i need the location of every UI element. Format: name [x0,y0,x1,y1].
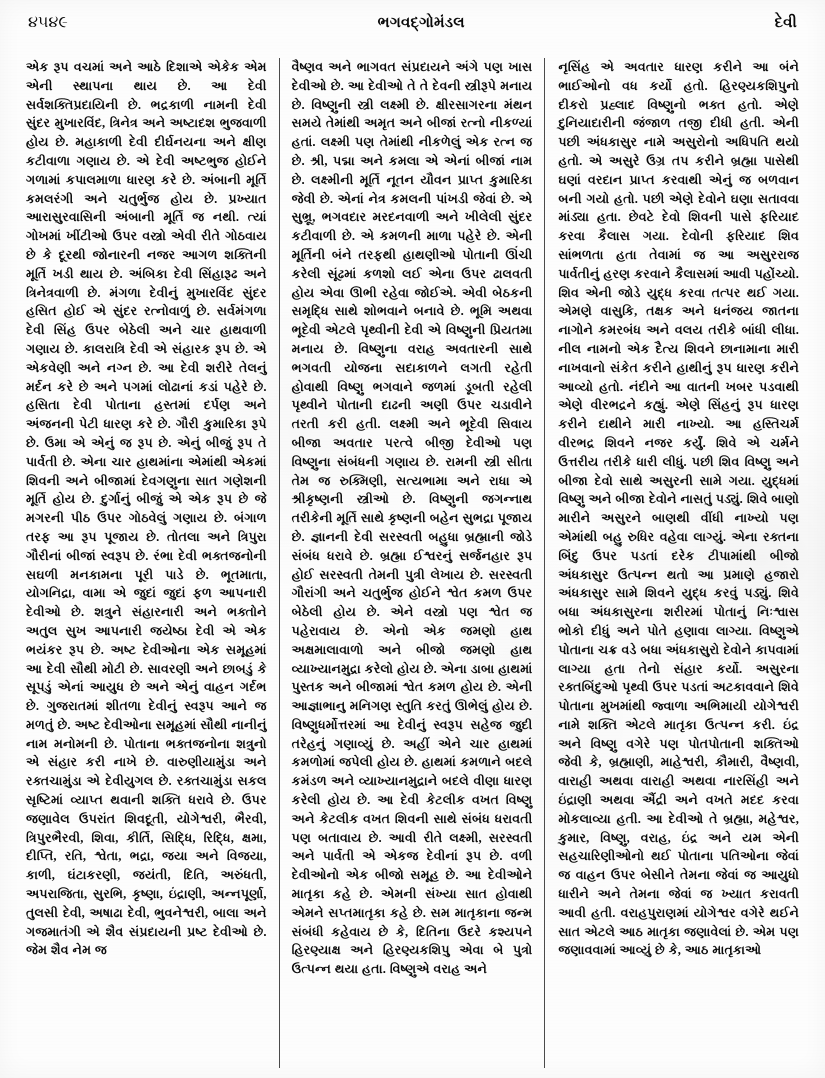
entry-word-heading: દેવી [774,15,797,31]
column-2 [280,58,545,1068]
page-folio-number: ૪૫૪૯ [28,14,68,31]
column-3-body-text: નૃસિંહ એ અવતાર ધારણ કરીને આ બંને ભાઈઓનો વધ કર્યો હતો. હિરણ્યકશિપુનો દીકરો પ્રહ્લાદ વિષ્ણુનો ભક્ત હતો. એણે દુનિયાદારીની જંજાળ તજી દીધી હતી. એની પછી અંધકાસુર નામે અસુરોનો અધિપતિ થયો હતો. એ અસુરે ઉગ્ર તપ કરીને બ્રહ્મા પાસેથી ઘણાં વરદાન પ્રાપ્ત કરવાથી એનું જ બળવાન બની ગયો હતો. પછી એણે દેવોને ઘણા સતાવવા માંડ્યા હતા. છેવટે દેવો શિવની પાસે ફરિયાદ કરવા કૈલાસ ગયા. દેવોની ફરિયાદ શિવ સાંભળતા હતા તેવામાં જ આ અસુરરાજ પાર્વતીનું હરણ કરવાને કૈલાસમાં આવી પહોંચ્યો. શિવ એની જોડે યુદ્ધ કરવા તત્પર થઈ ગયા. એમણે વાસુકિ, તક્ષક અને ધનંજય જાતના નાગોને કમરબંધ અને વલય તરીકે બાંધી લીધા. નીલ નામનો એક દૈત્ય શિવને છાનામાના મારી નાખવાનો સંકેત કરીને હાથીનું રૂપ ધારણ કરીને આવ્યો હતો. નંદીને આ વાતની ખબર પડવાથી એણે વીરભદ્રને કહ્યું. એણે સિંહનું રૂપ ધારણ કરીને દાથીને મારી નાખ્યો. આ હસ્તિચર્મ વીરભદ્ર શિવને નજર કર્યું. શિવે એ ચર્મને ઉત્તરીય તરીકે ધારી લીધું. પછી શિવ વિષ્ણુ અને બીજા દેવો સાથે અસુરની સામે ગયા. યુદ્ધમાં વિષ્ણુ અને બીજા દેવોને નાસતું પડ્યું. શિવે બાણો મારીને અસુરને બાણથી વીંધી નાખ્યો પણ એમાંથી બહુ રુધિર વહેવા લાગ્યું. એના રક્તના બિંદુ ઉપર પડતાં દરેક ટીપામાંથી બીજો અંધકાસુર ઉત્પન્ન થતો આ પ્રમાણે હજારો અંધકાસુર સામે શિવને યુદ્ધ કરવું પડ્યું. શિવે બધા અંધકાસુરના શરીરમાં પોતાનું નિઃશ્વાસ ભોકો દીધું અને પોતે હણાવા લાગ્યા. વિષ્ણુએ પોતાના ચક્ર વડે બધા અંધકાસુરો દેવોને કાપવામાં લાગ્યા હતા તેનો સંહાર કર્યો. અસુરના રક્તબિંદુઓ પૃથ્વી ઉપર પડતાં અટકાવવાને શિવે પોતાના મુખમાંથી જ્વાળા અભિમાયી યોગેશ્વરી નામે શક્તિ એટલે માતૃકા ઉત્પન્ન કરી. ઇંદ્ર અને વિષ્ણુ વગેરે પણ પોતપોતાની શક્તિઓ જેવી કે, બ્રહ્માણી, માહેશ્વરી, કૌમારી, વૈષ્ણવી, વારાહી અથવા વારાહી અથવા નારસિંહી અને ઇંદ્રાણી અથવા ઐંદ્રી અને વખતે મદદ કરવા મોકલાવ્યા હતી. આ દેવીઓ તે બ્રહ્મા, મહેશ્વર, કુમાર, વિષ્ણુ, વરાહ, ઇંદ્ર અને યમ એની સહચારિણીઓનો થઈ પોતાના પતિઓના જેવાં જ વાહન ઉપર બેસીને તેમના જેવાં જ આયુધો ધારીને અને તેમના જેવાં જ ખ્યાત કરાવતી આવી હતી. વરાહપુરાણમાં યોગેશ્વર વગેરે થઈને સાત એટલે આઠ માતૃકા જણાવેલાં છે. એમ પણ જણાવવામાં આવ્યું છે કે, આઠ માતૃકાઓ [558,60,800,958]
book-title: ભગવદ્ગોમંડલ [377,15,465,31]
column-2-body-text: વૈષ્ણવ અને ભાગવત સંપ્રદાયને અંગે પણ ખાસ દેવીઓ છે. આ દેવીઓ તે તે દેવની સ્ત્રીરૂપે મનાય છે. વિષ્ણુની સ્ત્રી લક્ષ્મી છે. ક્ષીરસાગરના મંથન સમયે તેમાંથી અમૃત અને બીજાં રત્નો નીકળ્યાં હતાં. લક્ષ્મી પણ તેમાંથી નીકળેલું એક રત્ન જ છે. શ્રી, પદ્મા અને કમલા એ એનાં બીજાં નામ છે. લક્ષ્મીની મૂર્તિ નૂતન યૌવન પ્રાપ્ત કુમારિકા જેવી છે. એનાં નેત્ર કમલની પાંખડી જેવાં છે. એ સુભ્રૂ, ભગવદાર મરદનવાળી અને ખીલેલી સુંદર કટીવાળી છે. એ કમળની માળા પહેરે છે. એની મૂર્તિની બંને તરફથી હાથણીઓ પોતાની ઊંચી કરેલી સૂંઢમાં કળશો લઈ એના ઉપર ઢાલવતી હોય એવા ઊભી રહેવા જોઈએ. એવી બેઠકની સમૃદ્ધિ સાથે શોભવાને બનાવે છે. ભૂમિ અથવા ભૂદેવી એટલે પૃથ્વીની દેવી એ વિષ્ણુની પ્રિયતમા મનાય છે. વિષ્ણુના વરાહ અવતારની સાથે ભગવતી યોજના સદાકાળને લગતી રહેતી હોવાથી વિષ્ણુ ભગવાને જળમાં ડૂબતી રહેલી પૃથ્વીને પોતાની દાઢની અણી ઉપર ચડાવીને તરતી કરી હતી. લક્ષ્મી અને ભૂદેવી સિવાય બીજા અવતાર પરત્વે બીજી દેવીઓ પણ વિષ્ણુના સંબંધની ગણાય છે. રામની સ્ત્રી સીતા તેમ જ રુક્મિણી, સત્યભામા અને રાધા એ શ્રીકૃષ્ણની સ્ત્રીઓ છે. વિષ્ણુની જગન્નાથ તરીકેની મૂર્તિ સાથે કૃષ્ણની બહેન સુભદ્રા પૂજાય છે. જ્ઞાનની દેવી સરસ્વતી બહુધા બ્રહ્માની જોડે સંબંધ ધરાવે છે. બ્રહ્મા ઈશ્વરનું સર્જનહાર રૂપ હોઈ સરસ્વતી તેમની પુત્રી લેખાય છે. સરસ્વતી ગૌરાંગી અને ચતુર્ભુજ હોઈને શ્વેત કમળ ઉપર બેઠેલી હોય છે. એને વસ્ત્રો પણ શ્વેત જ પહેરાવાય છે. એનો એક જમણો હાથ અક્ષમાલાવાળો અને બીજો જમણો હાથ વ્યાખ્યાનમુદ્રા કરેલો હોય છે. એના ડાબા હાથમાં પુસ્તક અને બીજામાં શ્વેત કમળ હોય છે. એની આજ્ઞાભાનુ મનિગણ સ્તુતિ કરતું ઊભેલું હોય છે. વિષ્ણુધર્મોત્તરમાં આ દેવીનું સ્વરૂપ સહેજ જુદી તરેહનું ગણાવ્યું છે. અહીં એને ચાર હાથમાં કમળોમાં જપેલી હોય છે. હાથમાં કમળાને બદલે કમંડળ અને વ્યાખ્યાનમુદ્રાને બદલે વીણા ધારણ કરેલી હોય છે. આ દેવી કેટલીક વખત વિષ્ણુ અને કેટલીક વખત શિવની સાથે સંબંધ ધરાવતી પણ બતાવાય છે. આવી રીતે લક્ષ્મી, સરસ્વતી અને પાર્વતી એ એકજ દેવીનાં રૂપ છે. વળી દેવીઓનો એક બીજો સમૂહ છે. આ દેવીઓને માતૃકા કહે છે. એમની સંખ્યા સાત હોવાથી એમને સપ્તમાતૃકા કહે છે. સમ માતૃકાના જન્મ સંબંધી કહેવાય છે કે, દિતિના ઉદરે કશ્યપને હિરણ્યાક્ષ અને હિરણ્યકશિપુ એવા બે પુત્રો ઉત્પન્ન થયા હતા. વિષ્ણુએ વરાહ અને [291,60,533,977]
column-1 [26,58,279,1068]
column-1-body-text: એક રૂપ વચમાં અને આઠે દિશાએ એકેક એમ એની સ્થાપના થાય છે. આ દેવી સર્વશક્તિપ્રદાયિની છે. ભદ્રકાળી નામની દેવી સુંદર મુખારવિંદ, ત્રિનેત્ર અને અષ્ટાદશ ભુજવાળી હોય છે. મહાકાળી દેવી દીર્ઘનયના અને ક્ષીણ કટીવાળા ગણાય છે. એ દેવી અષ્ટભુજ હોઈને ગળામાં કપાલમાળા ધારણ કરે છે. અંબાની મૂર્તિ કમલરંગી અને ચતુર્ભુજ હોય છે. પ્રખ્યાત આરાસુરવાસિની અંબાની મૂર્તિ જ નથી. ત્યાં ગોખમાં ખીંટીઓ ઉપર વસ્ત્રો એવી રીતે ગોઠવાય છે કે દૂરથી જોનારની નજર આગળ શક્તિની મૂર્તિ ખડી થાય છે. અંબિકા દેવી સિંહારૂઢ અને ત્રિનેત્રવાળી છે. મંગળા દેવીનું મુખારવિંદ સુંદર હસિત હોઈ એ સુંદર રત્નોવાળું છે. સર્વમંગળા દેવી સિંહ ઉપર બેઠેલી અને ચાર હાથવાળી ગણાય છે. કાલરાત્રિ દેવી એ સંહારક રૂપ છે. એ એકવેણી અને નગ્ન છે. આ દેવી શરીરે તેલનું મર્દન કરે છે અને પગમાં લોઢાનાં કડાં પહેરે છે. હસિતા દેવી પોતાના હસ્તમાં દર્પણ અને અંજનની પેટી ધારણ કરે છે. ગૌરી કુમારિકા રૂપે છે. ઉમા એ એનું જ રૂપ છે. એનું બીજું રૂપ તે પાર્વતી છે. એના ચાર હાથમાંના એમાંથી એકમાં શિવની અને બીજામાં દેવગણુના સાત ગણેશની મૂર્તિ હોય છે. દુર્ગાનું બીજું એ એક રૂપ છે જે મગરની પીઠ ઉપર ગોઠવેલું ગણાય છે. બંગાળ તરફ આ રૂપ પૂજાય છે. તોતલા અને ત્રિપુરા ગૌરીનાં બીજાં સ્વરૂપ છે. રંભા દેવી ભક્તજનોની સઘળી મનકામના પૂરી પાડે છે. ભૂતમાતા, યોગનિદ્રા, વામા એ જુદાં જુદાં ફળ આપનારી દેવીઓ છે. શત્રુને સંહારનારી અને ભક્તોને અતુલ સુખ આપનારી જયેષ્ઠા દેવી એ એક ભયંકર રૂપ છે. અષ્ટ દેવીઓના એક સમૂહમાં આ દેવી સૌથી મોટી છે. સાવરણી અને છાબડું કે સૂપડું એનાં આયુધ છે અને એનું વાહન ગર્દભ છે. ગુજરાતમાં શીતળા દેવીનું સ્વરૂપ આને જ મળતું છે. અષ્ટ દેવીઓના સમૂહમાં સૌથી નાનીનું નામ મનોમની છે. પોતાના ભક્તજનોના શત્રુનો એ સંહાર કરી નાખે છે. વારુણીયામુંડા અને રક્તચામુંડા એ દેવીયુગલ છે. રક્તચામુંડા સકલ સૃષ્ટિમાં વ્યાપ્ત થવાની શક્તિ ધરાવે છે. ઉપર જણાવેલ ઉપરાંત શિવદૂતી, યોગેશ્વરી, ભૈરવી, ત્રિપુરભૈરવી, શિવા, કીર્તિ, સિદ્ધિ, રિદ્ધિ, ક્ષમા, દીપ્તિ, રતિ, શ્વેતા, ભદ્રા, જયા અને વિજયા, કાળી, ઘંટાકરણી, જયંતી, દિતિ, અરુંધતી, અપરાજિતા, સુરભિ, કૃષ્ણા, ઇંદ્રાણી, અન્નપૂર્ણા, તુલસી દેવી, અષાઢા દેવી, ભુવનેશ્વરી, બાલા અને ગજમાતંગી એ શૈવ સંપ્રદાયની પ્રષ્ટ દેવીઓ છે. જેમ શૈવ નેમ જ [26,60,267,958]
column-3 [545,58,799,1068]
running-head [28,14,797,40]
text-columns [26,58,799,1068]
